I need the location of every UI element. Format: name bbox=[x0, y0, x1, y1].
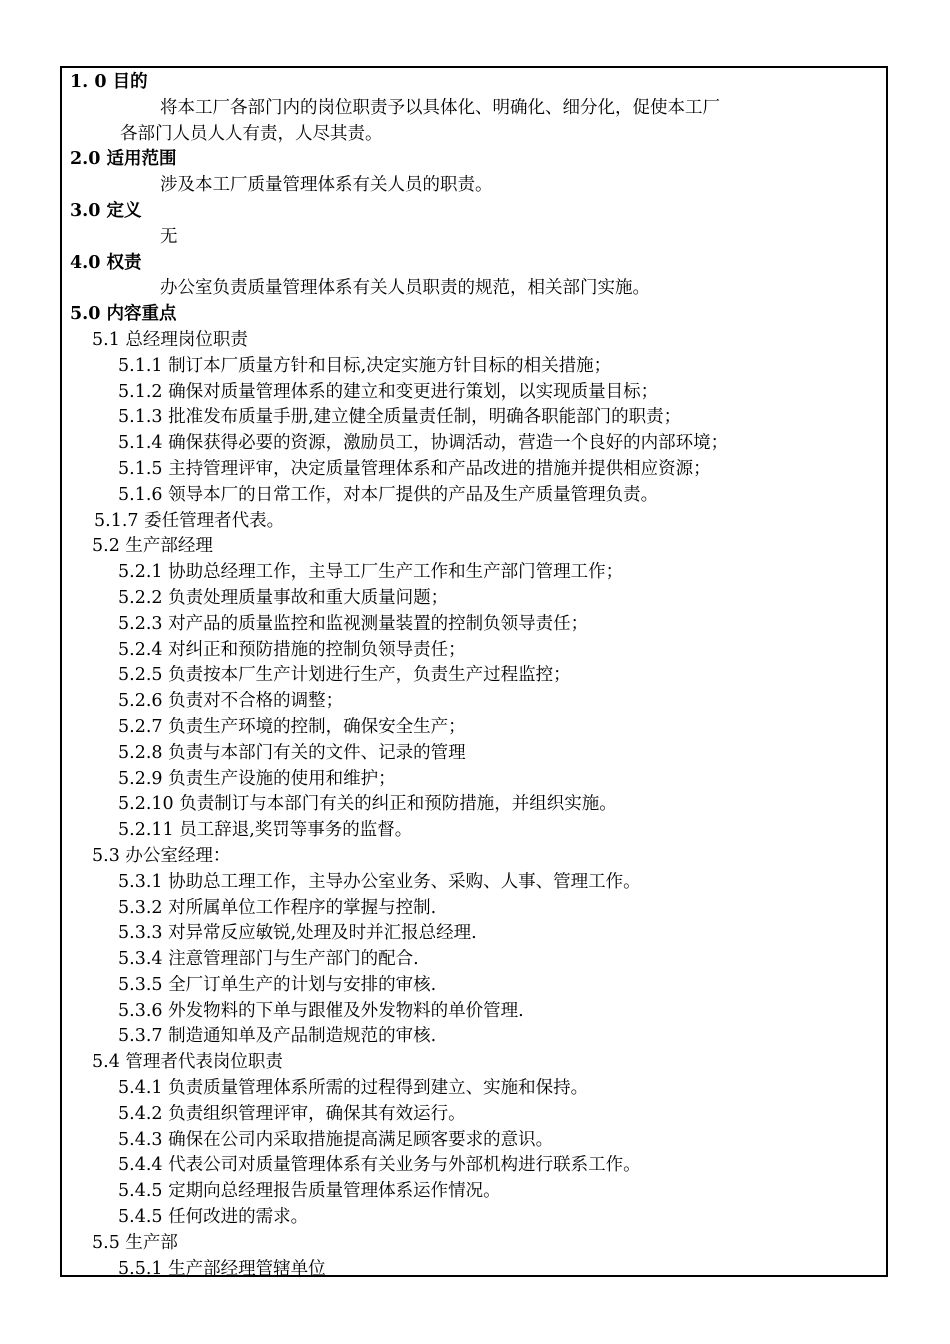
section-heading-scope: 2.0 适用范围 bbox=[70, 149, 177, 170]
list-item: 5.3.1 协助总工理工作，主导办公室业务、采购、人事、管理工作。 bbox=[118, 871, 641, 892]
list-item: 5.2.1 协助总经理工作，主导工厂生产工作和生产部门管理工作； bbox=[118, 562, 624, 583]
section-text: 各部门人员人人有责，人尽其责。 bbox=[120, 123, 383, 144]
list-item: 5.3.4 注意管理部门与生产部门的配合. bbox=[118, 949, 419, 970]
section-heading-definition: 3.0 定义 bbox=[70, 200, 142, 221]
section-text: 涉及本工厂质量管理体系有关人员的职责。 bbox=[160, 175, 493, 196]
list-item: 5.4.4 代表公司对质量管理体系有关业务与外部机构进行联系工作。 bbox=[118, 1155, 641, 1176]
list-item: 5.4.3 确保在公司内采取措施提高满足顾客要求的意识。 bbox=[118, 1129, 554, 1150]
section-text: 无 bbox=[160, 226, 178, 247]
list-item: 5.1.5 主持管理评审，决定质量管理体系和产品改进的措施并提供相应资源； bbox=[118, 458, 711, 479]
list-item: 5.3.7 制造通知单及产品制造规范的审核. bbox=[118, 1026, 437, 1047]
list-item: 5.2.7 负责生产环境的控制，确保安全生产； bbox=[118, 716, 466, 737]
subsection-heading: 5.5 生产部 bbox=[92, 1232, 178, 1253]
list-item: 5.1.6 领导本厂的日常工作，对本厂提供的产品及生产质量管理负责。 bbox=[118, 484, 659, 505]
subsection-heading: 5.3 办公室经理： bbox=[92, 845, 231, 866]
list-item: 5.2.5 负责按本厂生产计划进行生产，负责生产过程监控； bbox=[118, 665, 571, 686]
list-item: 5.2.11 员工辞退,奖罚等事务的监督。 bbox=[118, 820, 413, 841]
list-item: 5.2.6 负责对不合格的调整； bbox=[118, 691, 344, 712]
list-item: 5.2.3 对产品的质量监控和监视测量装置的控制负领导责任； bbox=[118, 613, 589, 634]
list-item: 5.1.2 确保对质量管理体系的建立和变更进行策划，以实现质量目标； bbox=[118, 381, 659, 402]
list-item: 5.4.1 负责质量管理体系所需的过程得到建立、实施和保持。 bbox=[118, 1078, 589, 1099]
list-item: 5.2.8 负责与本部门有关的文件、记录的管理 bbox=[118, 742, 466, 763]
section-heading-key-content: 5.0 内容重点 bbox=[70, 304, 177, 325]
subsection-heading: 5.2 生产部经理 bbox=[92, 536, 213, 557]
list-item: 5.2.4 对纠正和预防措施的控制负领导责任； bbox=[118, 639, 466, 660]
list-item: 5.4.2 负责组织管理评审，确保其有效运行。 bbox=[118, 1103, 466, 1124]
section-text: 办公室负责质量管理体系有关人员职责的规范，相关部门实施。 bbox=[160, 278, 650, 299]
subsection-heading: 5.4 管理者代表岗位职责 bbox=[92, 1052, 283, 1073]
list-item: 5.1.1 制订本厂质量方针和目标,决定实施方针目标的相关措施； bbox=[118, 355, 612, 376]
list-item: 5.3.2 对所属单位工作程序的掌握与控制. bbox=[118, 897, 437, 918]
list-item: 5.2.2 负责处理质量事故和重大质量问题； bbox=[118, 587, 449, 608]
document-frame bbox=[60, 66, 888, 1277]
list-item: 5.4.5 定期向总经理报告质量管理体系运作情况。 bbox=[118, 1181, 501, 1202]
section-heading-purpose: 1. 0 目的 bbox=[70, 72, 148, 92]
list-item: 5.4.5 任何改进的需求。 bbox=[118, 1207, 309, 1228]
subsection-heading: 5.1 总经理岗位职责 bbox=[92, 329, 248, 350]
list-item: 5.1.4 确保获得必要的资源，激励员工，协调活动，营造一个良好的内部环境； bbox=[118, 433, 729, 454]
section-text: 将本工厂各部门内的岗位职责予以具体化、明确化、细分化，促使本工厂 bbox=[160, 97, 720, 118]
list-item: 5.3.3 对异常反应敏锐,处理及时并汇报总经理. bbox=[118, 923, 477, 944]
list-item: 5.3.5 全厂订单生产的计划与安排的审核. bbox=[118, 974, 437, 995]
section-heading-authority: 4.0 权责 bbox=[70, 252, 142, 273]
list-item: 5.1.7 委任管理者代表。 bbox=[94, 510, 285, 531]
document-content bbox=[70, 70, 882, 1282]
list-item: 5.3.6 外发物料的下单与跟催及外发物料的单价管理. bbox=[118, 1000, 524, 1021]
list-item: 5.2.9 负责生产设施的使用和维护； bbox=[118, 768, 396, 789]
list-item: 5.2.10 负责制订与本部门有关的纠正和预防措施，并组织实施。 bbox=[118, 794, 617, 815]
list-item: 5.5.1 生产部经理管辖单位 bbox=[118, 1258, 326, 1279]
list-item: 5.1.3 批准发布质量手册,建立健全质量责任制，明确各职能部门的职责； bbox=[118, 407, 682, 428]
